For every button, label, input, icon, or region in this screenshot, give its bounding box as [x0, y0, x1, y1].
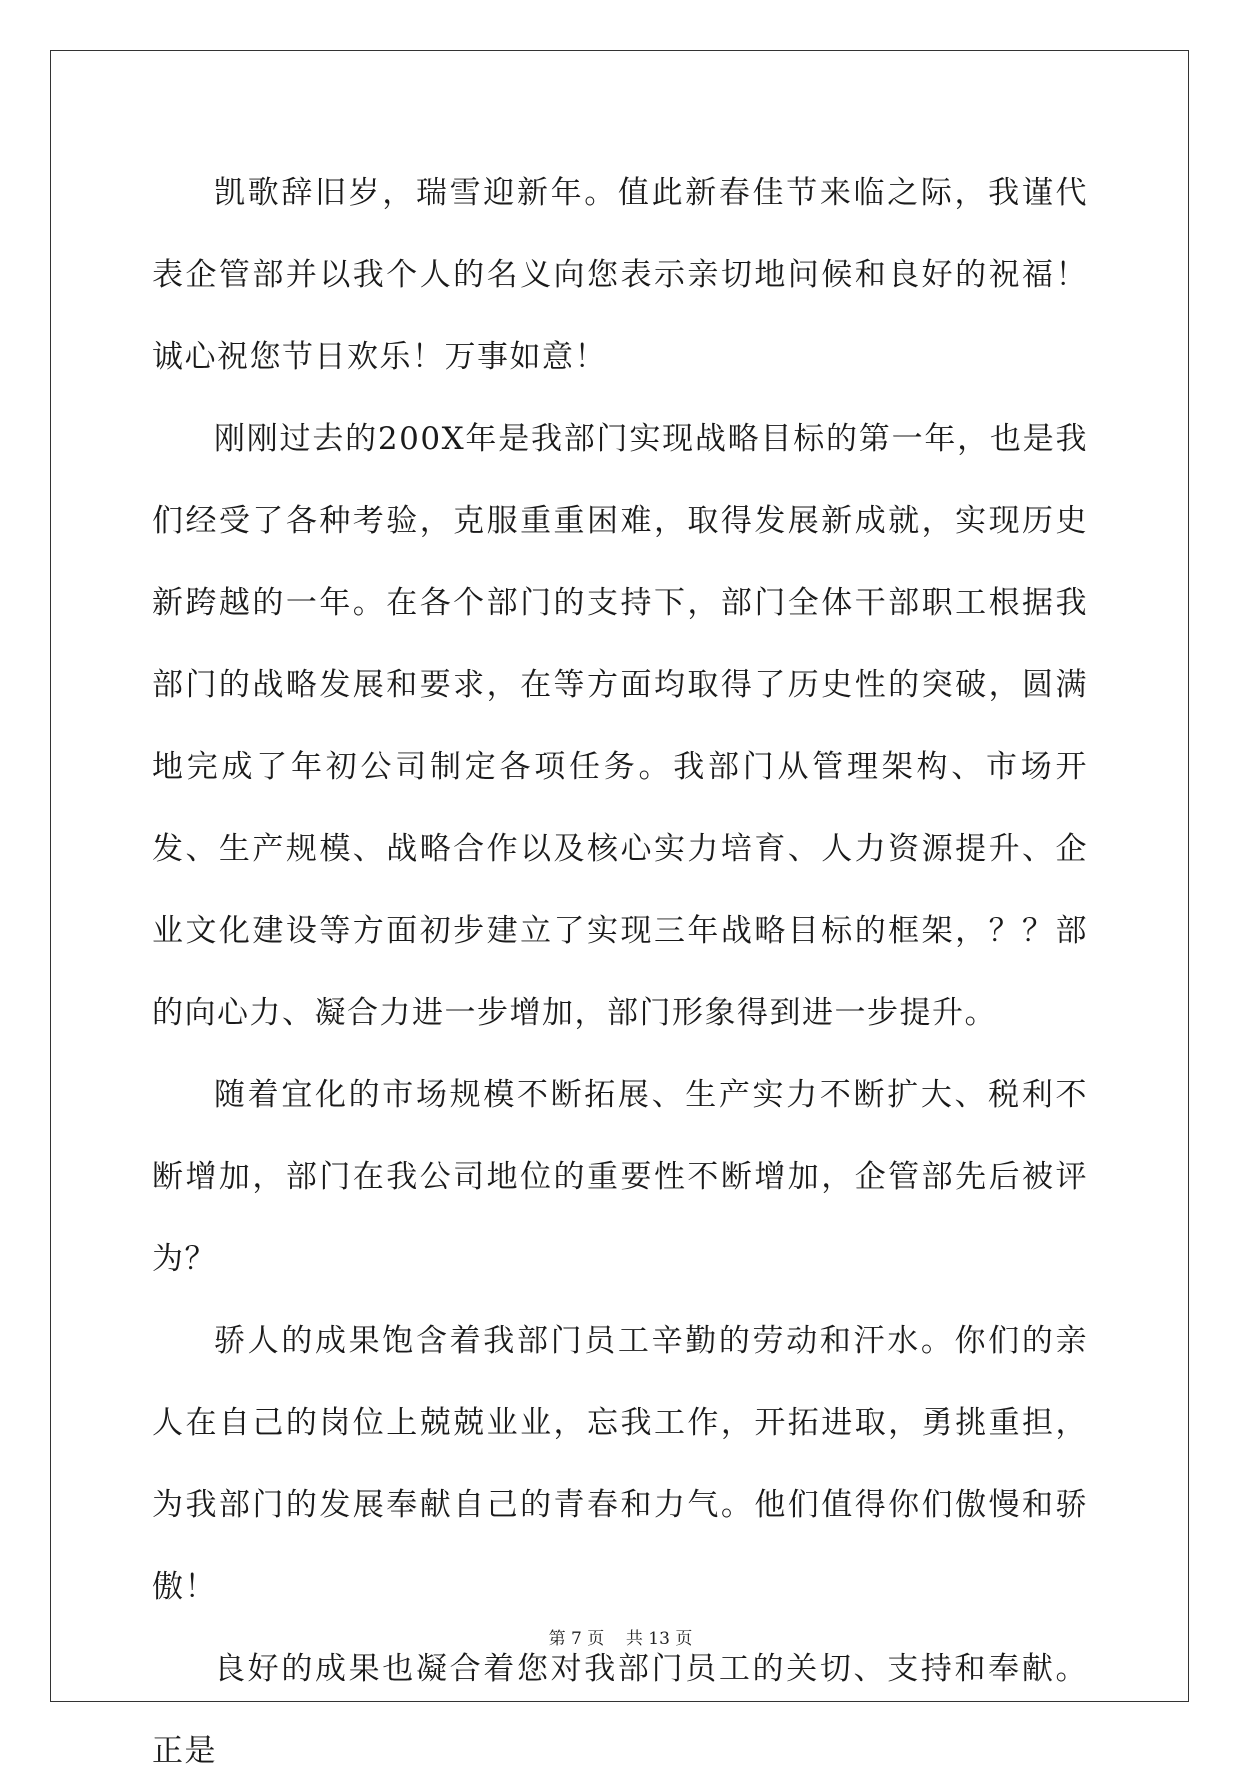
paragraph: 骄人的成果饱含着我部门员工辛勤的劳动和汗水。你们的亲人在自己的岗位上兢兢业业，忘我工作，开拓进取，勇挑重担，为我部门的发展奉献自己的青春和力气。他们值得你们傲慢和骄傲！ [152, 1323, 1088, 1605]
page-footer [0, 1624, 1241, 1649]
document-body [152, 152, 1088, 1792]
paragraph: 刚刚过去的200X年是我部门实现战略目标的第一年，也是我们经受了各种考验，克服重重困难，取得发展新成就，实现历史新跨越的一年。在各个部门的支持下，部门全体干部职工根据我部门的战略发展和要求，在等方面均取得了历史性的突破，圆满地完成了年初公司制定各项任务。我部门从管理架构、市场开发、生产规模、战略合作以及核心实力培育、人力资源提升、企业文化建设等方面初步建立了实现三年战略目标的框架，？？部的向心力、凝合力进一步增加，部门形象得到进一步提升。 [152, 421, 1088, 1031]
paragraph: 凯歌辞旧岁，瑞雪迎新年。值此新春佳节来临之际，我谨代表企管部并以我个人的名义向您表示亲切地问候和良好的祝福！诚心祝您节日欢乐！万事如意！ [152, 175, 1088, 375]
paragraph: 随着宜化的市场规模不断拓展、生产实力不断扩大、税利不断增加，部门在我公司地位的重要性不断增加，企管部先后被评为？ [152, 1077, 1088, 1277]
paragraph: 良好的成果也凝合着您对我部门员工的关切、支持和奉献。正是 [152, 1651, 1088, 1769]
page-number: 第 7 页 共 13 页 [548, 1629, 693, 1649]
